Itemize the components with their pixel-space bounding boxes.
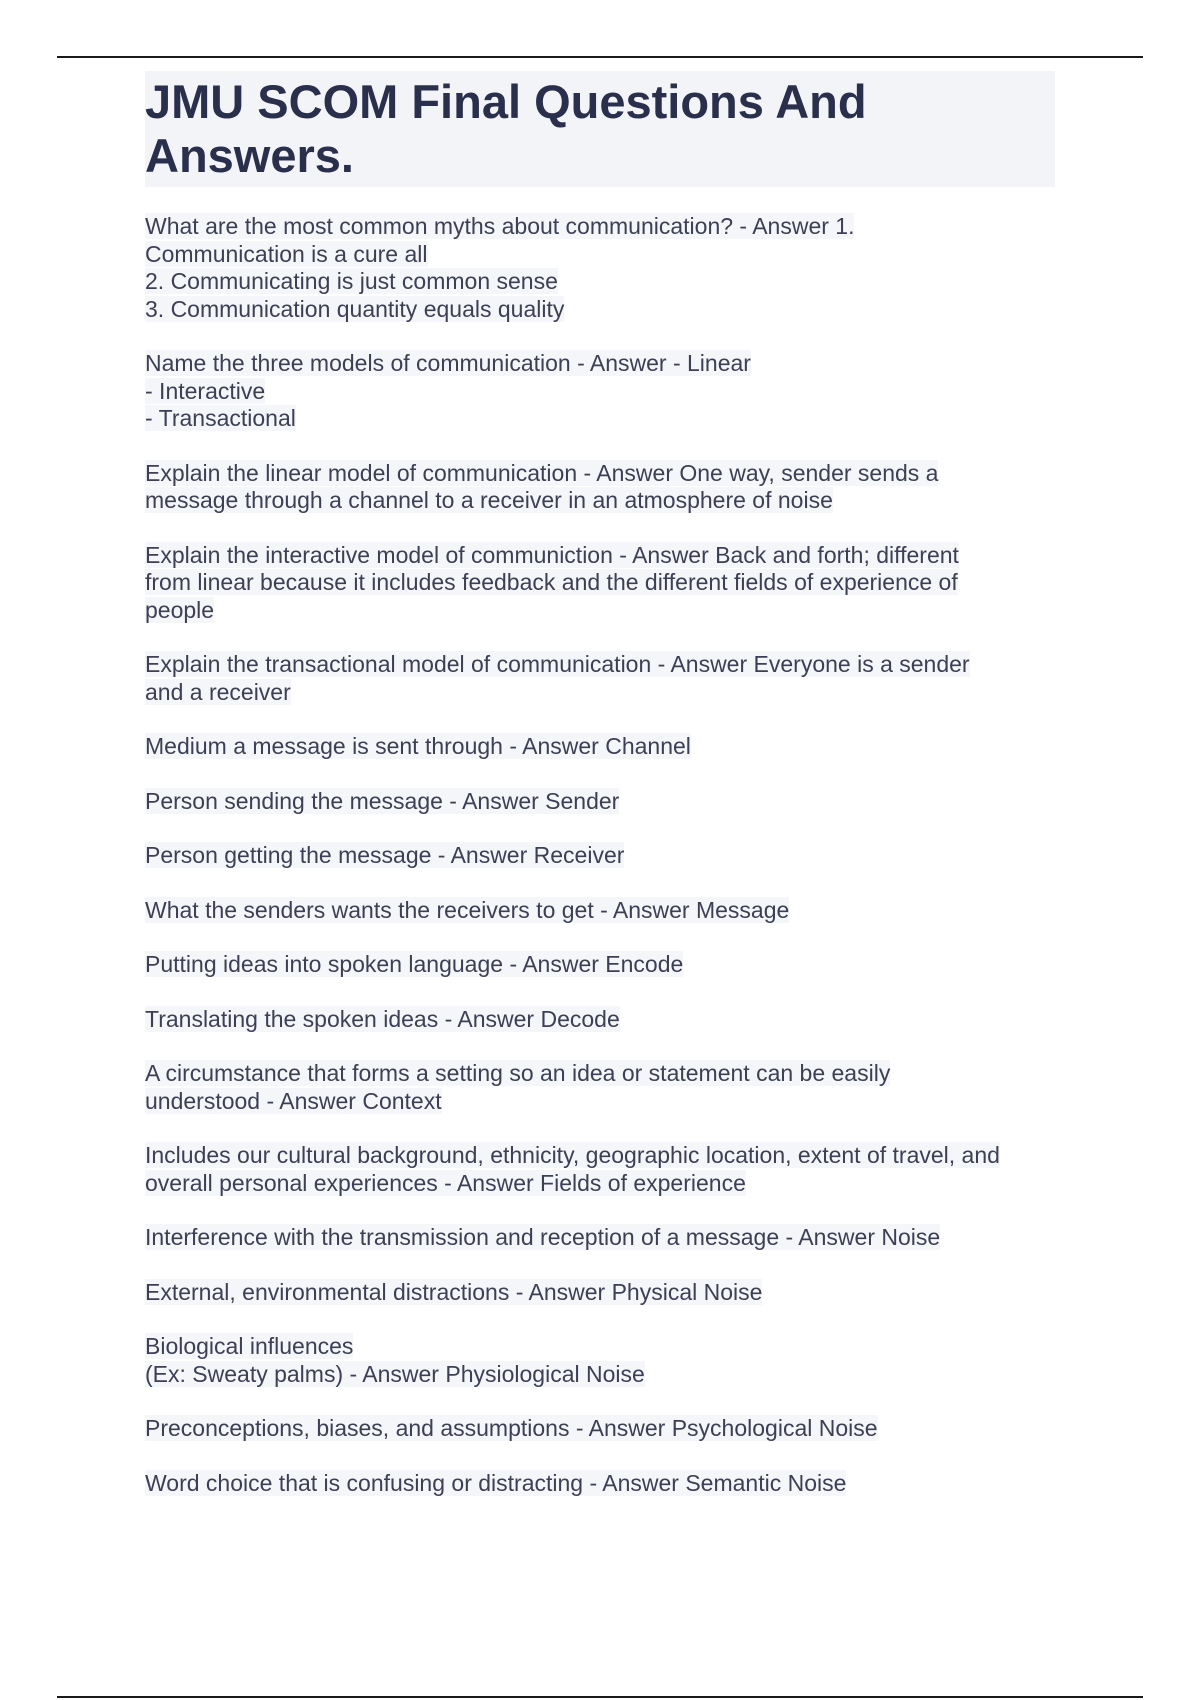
qa-line-wrapper — [145, 651, 1055, 679]
qa-line: Person getting the message - Answer Receiver — [145, 842, 625, 868]
qa-entry — [145, 897, 1055, 925]
qa-line: from linear because it includes feedback and the different fields of experience of — [145, 569, 958, 595]
qa-line-wrapper — [145, 597, 1055, 625]
qa-entry — [145, 651, 1055, 706]
qa-line-wrapper — [145, 1333, 1055, 1361]
qa-line: - Transactional — [145, 405, 296, 431]
bottom-rule — [57, 1696, 1143, 1698]
qa-entry — [145, 1006, 1055, 1034]
qa-line: Putting ideas into spoken language - Answer Encode — [145, 951, 684, 977]
qa-line-wrapper — [145, 951, 1055, 979]
qa-line-wrapper — [145, 1279, 1055, 1307]
qa-line-wrapper — [145, 569, 1055, 597]
qa-entry — [145, 842, 1055, 870]
qa-line: Explain the interactive model of communiction - Answer Back and forth; different — [145, 541, 959, 568]
qa-entry — [145, 733, 1055, 761]
qa-line-wrapper — [145, 842, 1055, 870]
qa-line-wrapper — [145, 378, 1055, 406]
qa-line: overall personal experiences - Answer Fields of experience — [145, 1169, 746, 1196]
qa-line-wrapper — [145, 542, 1055, 570]
qa-line: Interference with the transmission and reception of a message - Answer Noise — [145, 1224, 941, 1250]
title-line-2: Answers. — [145, 129, 354, 182]
title-line-1: JMU SCOM Final Questions And — [145, 75, 867, 128]
qa-line: What are the most common myths about communication? - Answer 1. — [145, 213, 855, 239]
qa-entry — [145, 460, 1055, 515]
qa-line-wrapper — [145, 1170, 1055, 1198]
qa-line-wrapper — [145, 1060, 1055, 1088]
qa-line-wrapper — [145, 733, 1055, 761]
qa-line: and a receiver — [145, 678, 291, 705]
qa-line: What the senders wants the receivers to get - Answer Message — [145, 896, 790, 923]
title-block — [145, 71, 1055, 187]
qa-line-wrapper — [145, 487, 1055, 515]
qa-line-wrapper — [145, 296, 1055, 324]
qa-entry — [145, 1142, 1055, 1197]
qa-line-wrapper — [145, 1470, 1055, 1498]
qa-list — [145, 213, 1055, 1497]
qa-line-wrapper — [145, 405, 1055, 433]
qa-line-wrapper — [145, 788, 1055, 816]
qa-line: Explain the transactional model of communication - Answer Everyone is a sender — [145, 651, 970, 677]
qa-line: A circumstance that forms a setting so an idea or statement can be easily — [145, 1060, 891, 1086]
qa-line-wrapper — [145, 241, 1055, 269]
qa-line-wrapper — [145, 679, 1055, 707]
qa-entry — [145, 951, 1055, 979]
qa-line: 2. Communicating is just common sense — [145, 268, 558, 294]
qa-entry — [145, 1470, 1055, 1498]
qa-line: people — [145, 596, 215, 623]
qa-line: Translating the spoken ideas - Answer Decode — [145, 1005, 620, 1032]
qa-line-wrapper — [145, 460, 1055, 488]
qa-line-wrapper — [145, 1006, 1055, 1034]
qa-line: Person sending the message - Answer Sender — [145, 787, 620, 814]
qa-line: Biological influences — [145, 1333, 354, 1359]
qa-line: 3. Communication quantity equals quality — [145, 295, 565, 322]
qa-entry — [145, 1060, 1055, 1115]
qa-line: Name the three models of communication - Answer - Linear — [145, 350, 751, 376]
qa-line: External, environmental distractions - Answer Physical Noise — [145, 1278, 763, 1305]
document-title — [145, 75, 1055, 183]
qa-line-wrapper — [145, 897, 1055, 925]
qa-line: - Interactive — [145, 377, 266, 404]
qa-entry — [145, 542, 1055, 625]
qa-line: Includes our cultural background, ethnicity, geographic location, extent of travel, and — [145, 1142, 1000, 1168]
qa-line: Medium a message is sent through - Answer Channel — [145, 733, 691, 759]
qa-entry — [145, 1333, 1055, 1388]
qa-line-wrapper — [145, 268, 1055, 296]
qa-line-wrapper — [145, 1415, 1055, 1443]
qa-entry — [145, 1415, 1055, 1443]
qa-entry — [145, 1279, 1055, 1307]
qa-entry — [145, 788, 1055, 816]
qa-line: Word choice that is confusing or distracting - Answer Semantic Noise — [145, 1469, 847, 1496]
qa-line: message through a channel to a receiver in an atmosphere of noise — [145, 487, 833, 513]
qa-line: Communication is a cure all — [145, 240, 428, 267]
qa-line-wrapper — [145, 1361, 1055, 1389]
qa-entry — [145, 1224, 1055, 1252]
qa-line: Preconceptions, biases, and assumptions - Answer Psychological Noise — [145, 1415, 878, 1441]
qa-line: understood - Answer Context — [145, 1087, 442, 1114]
qa-entry — [145, 350, 1055, 433]
qa-line-wrapper — [145, 213, 1055, 241]
document-body — [145, 71, 1055, 1524]
qa-line-wrapper — [145, 1224, 1055, 1252]
qa-line-wrapper — [145, 1142, 1055, 1170]
qa-line-wrapper — [145, 1088, 1055, 1116]
qa-line: Explain the linear model of communication - Answer One way, sender sends a — [145, 459, 939, 486]
qa-entry — [145, 213, 1055, 323]
qa-line: (Ex: Sweaty palms) - Answer Physiological Noise — [145, 1360, 645, 1387]
top-rule — [57, 56, 1143, 58]
qa-line-wrapper — [145, 350, 1055, 378]
